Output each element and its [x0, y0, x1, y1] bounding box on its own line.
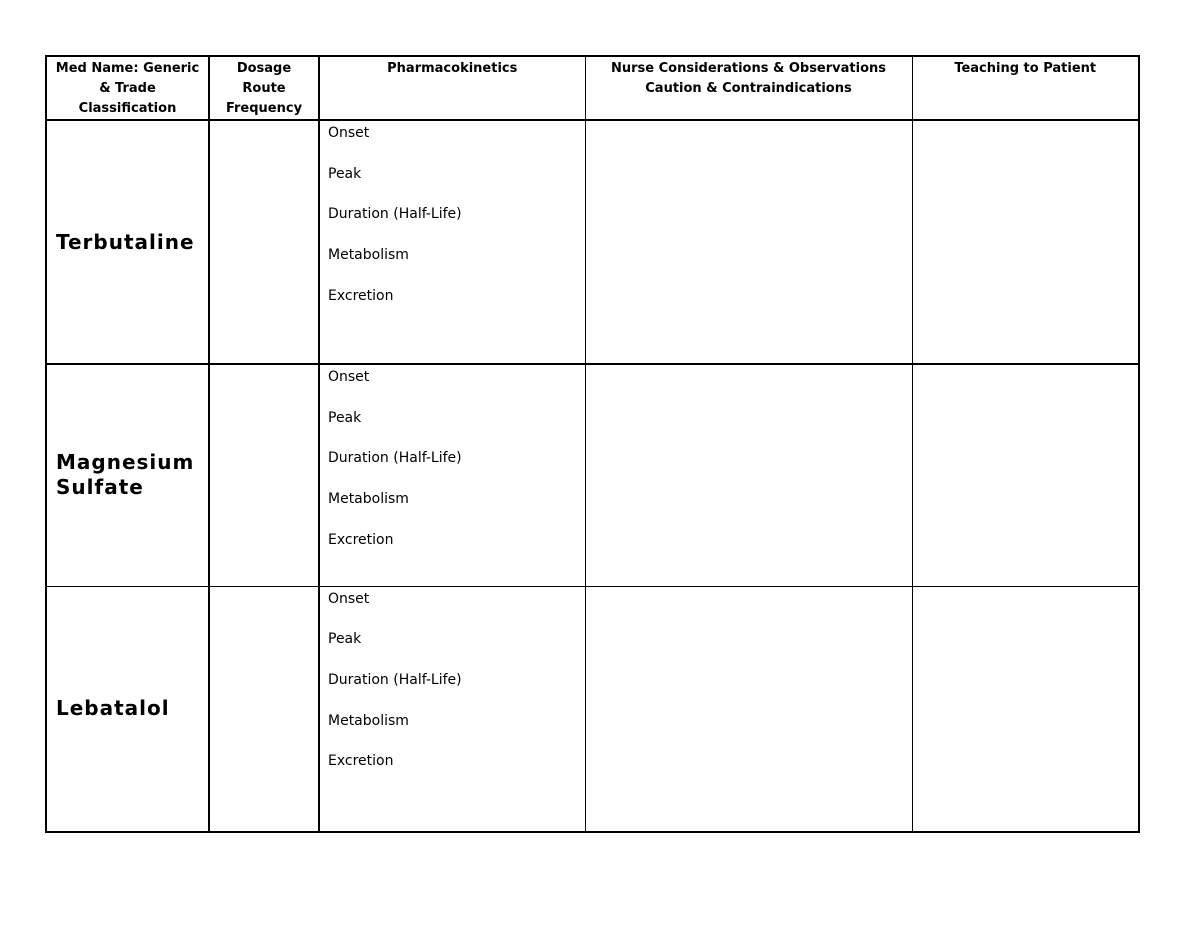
pk-list [320, 121, 585, 328]
med-name: Magnesium Sulfate [56, 450, 195, 500]
pk-metabolism: Metabolism [328, 247, 409, 264]
header-pharmacokinetics: Pharmacokinetics [319, 56, 585, 120]
header-dosage: Dosage Route Frequency [209, 56, 319, 120]
header-nurse-considerations: Nurse Considerations & Observations Caution & Contraindications [585, 56, 912, 120]
table-row [46, 586, 1139, 832]
med-name-cell [46, 364, 209, 586]
nurse-considerations-cell [585, 120, 912, 364]
header-teaching: Teaching to Patient [912, 56, 1139, 120]
pk-metabolism: Metabolism [328, 712, 409, 729]
dosage-cell [209, 120, 319, 364]
pk-duration: Duration (Half-Life) [328, 450, 462, 467]
teaching-cell [912, 586, 1139, 832]
pk-peak: Peak [328, 409, 362, 426]
med-name-cell [46, 120, 209, 364]
pharmacokinetics-cell [319, 586, 585, 832]
pk-peak: Peak [328, 631, 362, 648]
table-row [46, 364, 1139, 586]
med-name: Lebatalol [56, 696, 170, 721]
pk-list [320, 365, 585, 572]
pk-excretion: Excretion [328, 753, 394, 770]
pk-duration: Duration (Half-Life) [328, 671, 462, 688]
header-med-name: Med Name: Generic & Trade Classification [46, 56, 209, 120]
dosage-cell [209, 586, 319, 832]
nurse-considerations-cell [585, 586, 912, 832]
pk-list [320, 587, 585, 794]
pk-onset: Onset [328, 369, 370, 385]
pk-metabolism: Metabolism [328, 491, 409, 508]
header-row [46, 56, 1139, 120]
pharmacokinetics-cell [319, 364, 585, 586]
pharmacokinetics-cell [319, 120, 585, 364]
pk-onset: Onset [328, 125, 370, 141]
med-name-cell [46, 586, 209, 832]
teaching-cell [912, 364, 1139, 586]
medication-table [45, 55, 1140, 833]
med-name: Terbutaline [56, 229, 195, 254]
dosage-cell [209, 364, 319, 586]
nurse-considerations-cell [585, 364, 912, 586]
pk-duration: Duration (Half-Life) [328, 206, 462, 223]
pk-excretion: Excretion [328, 287, 394, 304]
pk-onset: Onset [328, 590, 370, 607]
teaching-cell [912, 120, 1139, 364]
table-row [46, 120, 1139, 364]
pk-excretion: Excretion [328, 531, 394, 548]
pk-peak: Peak [328, 165, 362, 182]
